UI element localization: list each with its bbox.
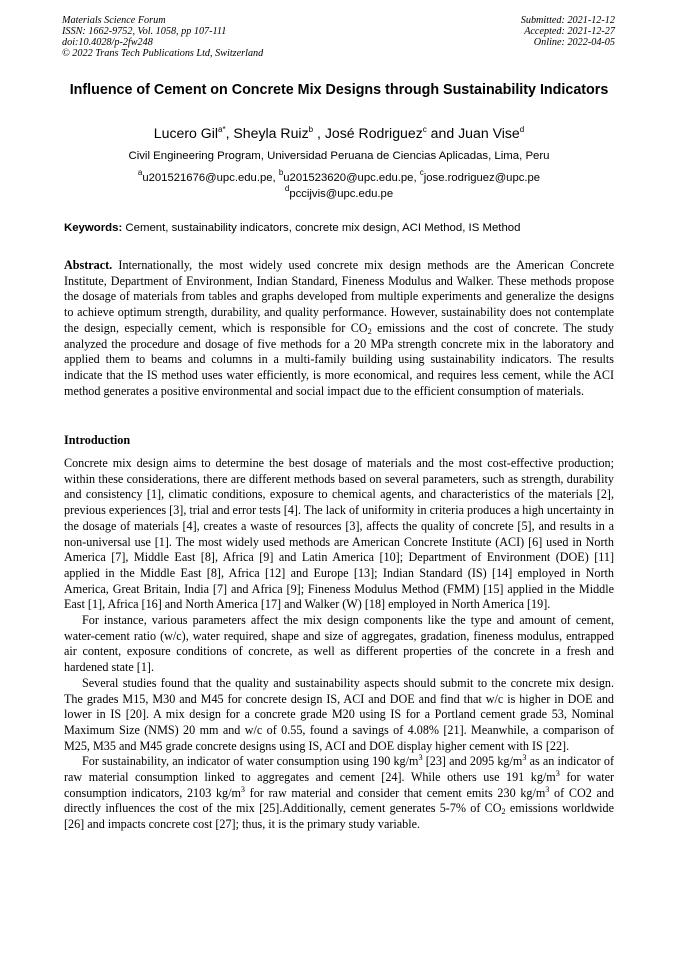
author-affil-mark: d xyxy=(519,125,525,134)
journal-name: Materials Science Forum xyxy=(62,15,166,26)
subscript: 2 xyxy=(501,807,506,817)
author-name: José Rodriguez xyxy=(324,125,423,141)
author-name: Lucero Gil xyxy=(153,125,218,141)
online-date: Online: 2022-04-05 xyxy=(533,37,615,49)
abstract-text: emissions and the cost of concrete. The study analyzed the procedure and dosage of five methods for a 20 MPa strength concrete mix in the laboratory and applied them to beams and columns in a multi-family building using sustainability indicators. The results indicate that the IS method uses water efficiently, is more economical, and requires less cement, while the ACI method generates a positive environmental and social impact due to the efficient consumption of materials. xyxy=(64,320,614,398)
author-affil-mark: c xyxy=(422,125,427,134)
author-name: Sheyla Ruiz xyxy=(233,125,309,141)
email-link[interactable]: pccijvis@upc.edu.pe xyxy=(289,188,394,200)
introduction-body xyxy=(64,456,614,833)
email-link[interactable]: u201523620@upc.edu.pe xyxy=(283,172,414,184)
author-separator: , xyxy=(225,125,234,141)
affiliation: Civil Engineering Program, Universidad Peruana de Ciencias Aplicadas, Lima, Peru xyxy=(128,150,550,162)
abstract-text: Internationally, the most widely used concrete mix design methods are the American Concrete Institute, Department of Environment, Indian Standard, Fineness Modulus and Walker. These methods propose the dosage of materials from tables and graphs developed from multiple experiments and generalize the designs to achieve optimum strength, durability, and quality performance. However, sustainability does not contemplate the design, especially cement, which is responsible for CO xyxy=(64,258,614,335)
abstract xyxy=(64,258,614,399)
journal-info xyxy=(62,15,263,59)
paragraph: Concrete mix design aims to determine the best dosage of materials and the most cost-effective production; within these considerations, there are different methods based on several parameters, such as strength, durability and consistency [1], climatic conditions, exposure to chemical agents, and characteristics of the materials [2], previous experiences [3], trial and error tests [4]. The lack of uniformity in criteria produces a high uncertainty in the dosage of materials [4], creates a waste of resources [3], affects the quality of concrete [5], and results in a non-universal use [1]. The most widely used methods are American Concrete Institute (ACI) [6] used in North America [7], Middle East [8], Africa [9] and Latin America [10]; Department of Environment (DOE) [11] applied in the Middle East [8], Africa [12] and Europe [13]; Indian Standard (IS) [14] employed in North America, Great Britain, India [7] and Africa [9]; Fineness Modulus Method (FMM) [15] applied in the Middle East [1], Africa [16] and North America [17] and Walker (W) [18] employed in North America [19]. xyxy=(64,456,614,612)
paragraph xyxy=(64,754,614,833)
submitted-date: Submitted: 2021-12-12 xyxy=(520,15,615,26)
author-list xyxy=(60,124,618,142)
text-run: for water consumption indicators, 2103 kg/m xyxy=(64,770,615,800)
text-run: For sustainability, an indicator of water consumption using 190 kg/m xyxy=(82,754,419,769)
author-separator: and xyxy=(426,125,459,141)
text-run: of CO2 and directly influences the cost of the mix [25].Additionally, cement generates 5-7% of CO xyxy=(64,785,614,816)
accepted-date: Accepted: 2021-12-27 xyxy=(524,26,615,38)
abstract-label: Abstract. xyxy=(64,258,113,272)
email-mark: b xyxy=(278,168,284,177)
email-mark: a xyxy=(137,168,143,177)
paragraph: For instance, various parameters affect the mix design components like the type and amount of cement, water-cement ratio (w/c), water required, shape and size of aggregates, gradation, fineness modulus, entrapped air content, exposure conditions of concrete, as well as different properties of the concrete in a fresh and hardened state [1]. xyxy=(64,613,614,675)
keywords xyxy=(64,221,616,236)
author-affil-mark: a* xyxy=(218,125,226,134)
author-affil-mark: b xyxy=(308,125,314,134)
text-run: for raw material and consider that cement emits 230 kg/m xyxy=(245,785,546,800)
author-emails: $^a$u201521676@upc.edu.pe, $^b$u201523620@upc.edu.pe, $^c$jose.rodriguez@upc.pe $^d$pccijvis@upc.edu.pe xyxy=(137,168,541,200)
journal-copyright: © 2022 Trans Tech Publications Ltd, Switzerland xyxy=(62,48,264,60)
email-mark: c xyxy=(419,168,424,177)
email-mark: d xyxy=(284,184,290,193)
superscript: 3 xyxy=(240,784,245,794)
keywords-text: Cement, sustainability indicators, concrete mix design, ACI Method, IS Method xyxy=(122,222,521,234)
keywords-label: Keywords: xyxy=(64,222,123,234)
superscript: 3 xyxy=(522,753,527,763)
author-separator: , xyxy=(313,125,325,141)
superscript: 3 xyxy=(555,769,560,779)
text-run: emissions worldwide [26] and impacts concrete cost [27]; thus, it is the primary study variable. xyxy=(64,801,614,832)
journal-issn: ISSN: 1662-9752, Vol. 1058, pp 107-111 xyxy=(62,26,227,38)
email-link[interactable]: u201521676@upc.edu.pe xyxy=(142,172,273,184)
journal-doi: doi:10.4028/p-2fw248 xyxy=(62,37,153,49)
paragraph: Several studies found that the quality and sustainability aspects should submit to the concrete mix design. The grades M15, M30 and M45 for concrete design IS, ACI and DOE and find that w/c is higher in DOE and lower in IS [20]. A mix design for a concrete grade M20 using IS for a Portland cement grade 53, Nominal Maximum Size (NMS) 20 mm and w/c of 0.55, found a savings of 4.08% [21]. Meanwhile, a comparison of M25, M35 and M45 grade concrete designs using IS, ACI and DOE display higher cement with IS [22]. xyxy=(64,675,614,753)
section-heading-introduction: Introduction xyxy=(64,433,131,447)
email-link[interactable]: jose.rodriguez@upc.pe xyxy=(423,172,541,184)
text-run: as an indicator of raw material consumption linked to aggregates and cement [24]. While others use 191 kg/m xyxy=(64,754,615,785)
text-run: [23] and 2095 kg/m xyxy=(422,754,523,769)
paper-title: Influence of Cement on Concrete Mix Designs through Sustainability Indicators xyxy=(69,82,609,98)
superscript: 3 xyxy=(418,753,423,763)
superscript: 3 xyxy=(545,784,550,794)
author-name: Juan Vise xyxy=(458,125,520,141)
subscript: 2 xyxy=(367,326,372,336)
submission-dates xyxy=(521,15,615,48)
